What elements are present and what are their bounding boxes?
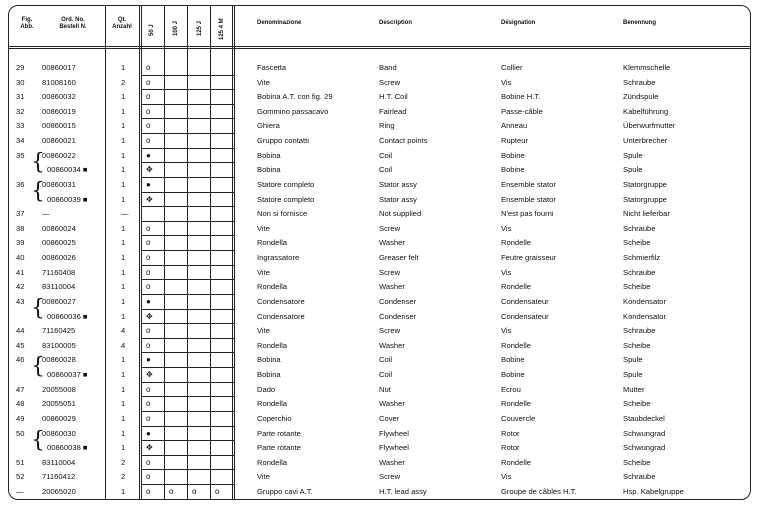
applicability-mark: ✥ [146,443,153,453]
quantity: 1 [121,428,126,438]
designation: Vis [501,267,512,277]
applicability-mark: o [146,413,151,423]
order-number: 00860022 [42,150,76,160]
description: Washer [379,340,405,350]
fig-number: 34 [16,136,25,146]
description: Screw [379,472,401,482]
denominazione: Gommino passacavo [257,106,329,116]
table-row [0,295,760,310]
order-number: 83110004 [42,457,76,467]
description: Screw [379,326,401,336]
denominazione: Dado [257,384,276,394]
quantity: — [121,209,129,219]
table-row [0,427,760,442]
applicability-mark: o [146,77,151,87]
denominazione: Gruppo contatti [257,136,309,146]
designation: Rotor [501,443,520,453]
designation: Collier [501,63,523,72]
order-number: 00860017 [42,63,76,72]
benennung: Klemmschelle [623,63,671,72]
applicability-mark: o [146,472,151,482]
applicability-mark: o [146,106,151,116]
designation: Feutre graisseur [501,253,557,263]
denominazione: Vite [257,326,270,336]
applicability-mark: o [146,63,151,72]
applicability-mark: o [146,253,151,263]
benennung: Spule [623,370,643,380]
benennung: Kabelführung [623,106,669,116]
quantity: 1 [121,486,126,496]
header-col-125-4m: 125 4 M [219,18,225,40]
denominazione: Bobina A.T. con fig. 29 [257,92,333,102]
description: H.T. Coil [379,92,408,102]
fig-number: 36 [16,179,25,189]
quantity: 4 [121,340,126,350]
header-denominazione: Denominazione [257,20,302,26]
order-number: 71160412 [42,472,76,482]
order-number: 83100005 [42,340,76,350]
fig-number: 30 [16,77,25,87]
applicability-mark: ● [146,179,151,189]
table-row [0,163,760,178]
designation: Ensemble stator [501,194,556,204]
order-number: 81008160 [42,77,76,87]
quantity: 2 [121,457,126,467]
denominazione: Condensatore [257,296,305,306]
quantity: 1 [121,150,126,160]
applicability-mark: ✥ [146,311,153,321]
fig-number: 49 [16,413,25,423]
designation: Anneau [501,121,528,131]
header-benennung: Benennung [623,20,656,26]
description: Coil [379,355,393,365]
denominazione: Vite [257,472,270,482]
description: Screw [379,223,401,233]
fig-number: 37 [16,209,25,219]
benennung: Scheibe [623,238,651,248]
applicability-mark: o [146,399,151,409]
header-col-125j: 125 J [197,20,203,36]
table-row [0,236,760,251]
designation: Passe-câble [501,106,543,116]
fig-number: 41 [16,267,25,277]
table-row [0,470,760,485]
group-brace-icon: { [31,354,45,380]
denominazione: Parte rotante [257,443,301,453]
benennung: Schwungrad [623,428,666,438]
table-row [0,485,760,500]
fig-number: 47 [16,384,25,394]
designation: Bobine [501,150,525,160]
fig-number: — [16,486,24,496]
description: Coil [379,370,393,380]
table-row [0,339,760,354]
denominazione: Vite [257,77,270,87]
order-number: 00860029 [42,413,76,423]
table-row [0,76,760,91]
order-number: 71160425 [42,326,76,336]
benennung: Schraube [623,223,656,233]
designation: Couvercle [501,413,536,423]
benennung: Scheibe [623,282,651,292]
fig-number: 31 [16,92,25,102]
description: Greaser felt [379,253,419,263]
benennung: Nicht lieferbar [623,209,670,219]
description: Washer [379,282,405,292]
quantity: 1 [121,194,126,204]
fig-number: 33 [16,121,25,131]
benennung: Unterbrecher [623,136,668,146]
benennung: Schraube [623,326,656,336]
denominazione: Coperchio [257,413,292,423]
designation: Bobine H.T. [501,92,541,102]
benennung: Scheibe [623,457,651,467]
quantity: 1 [121,399,126,409]
benennung: Scheibe [623,340,651,350]
applicability-mark: o [192,486,197,496]
fig-number: 35 [16,150,25,160]
designation: Ecrou [501,384,521,394]
description: Not supplied [379,209,422,219]
benennung: Statorgruppe [623,179,667,189]
denominazione: Bobina [257,165,281,175]
applicability-mark: o [146,121,151,131]
applicability-mark: o [146,282,151,292]
designation: Vis [501,326,512,336]
quantity: 1 [121,253,126,263]
applicability-mark: ✥ [146,370,153,380]
description: Washer [379,399,405,409]
fig-number: 40 [16,253,25,263]
fig-number: 44 [16,326,25,336]
denominazione: Parte rotante [257,428,301,438]
quantity: 1 [121,296,126,306]
table-row [0,105,760,120]
table-row [0,280,760,295]
table-row [0,134,760,149]
designation: Rondelle [501,399,531,409]
fig-number: 38 [16,223,25,233]
benennung: Überwurfmutter [623,121,676,131]
applicability-mark: ✥ [146,165,153,175]
quantity: 1 [121,223,126,233]
designation: Bobine [501,165,525,175]
designation: N'est pas fourni [501,209,554,219]
applicability-mark: o [146,384,151,394]
designation: Bobine [501,355,525,365]
table-row [0,441,760,456]
order-number: 00860019 [42,106,76,116]
table-row [0,397,760,412]
designation: Condensateur [501,311,549,321]
description: Flywheel [379,443,409,453]
description: Screw [379,267,401,277]
order-number: 00860032 [42,92,76,102]
applicability-mark: o [146,457,151,467]
table-row [0,61,760,76]
description: Flywheel [379,428,409,438]
quantity: 1 [121,384,126,394]
denominazione: Bobina [257,370,281,380]
header-description: Description [379,20,413,26]
applicability-mark: o [146,238,151,248]
applicability-mark: o [146,223,151,233]
order-number: 00860021 [42,136,76,146]
quantity: 1 [121,443,126,453]
order-number: 00860025 [42,238,76,248]
applicability-mark: o [146,486,151,496]
denominazione: Non si fornisce [257,209,308,219]
denominazione: Statore completo [257,179,315,189]
header-fig: Fig. Abb. [20,17,34,30]
benennung: Statorgruppe [623,194,667,204]
benennung: Kondensator [623,296,667,306]
header-quantity: Qt. Anzahl [112,17,132,30]
denominazione: Rondella [257,282,287,292]
table-row [0,310,760,325]
fig-number: 39 [16,238,25,248]
designation: Rondelle [501,238,531,248]
designation: Rondelle [501,282,531,292]
description: Ring [379,121,395,131]
description: Washer [379,238,405,248]
order-number: 00860015 [42,121,76,131]
applicability-mark: ● [146,355,151,365]
applicability-mark: ● [146,296,151,306]
designation: Vis [501,223,512,233]
table-row [0,456,760,471]
designation: Vis [501,77,512,87]
designation: Condensateur [501,296,549,306]
fig-number: 43 [16,296,25,306]
header-rule [8,46,751,47]
table-row [0,193,760,208]
description: Coil [379,150,393,160]
applicability-mark: o [146,92,151,102]
description: Band [379,63,397,72]
designation: Rondelle [501,457,531,467]
quantity: 1 [121,238,126,248]
quantity: 1 [121,179,126,189]
table-row [0,368,760,383]
benennung: Zündspule [623,92,659,102]
quantity: 4 [121,326,126,336]
quantity: 1 [121,311,126,321]
order-number: 00860037 ■ [47,370,88,380]
description: Nut [379,384,391,394]
quantity: 1 [121,121,126,131]
benennung: Kondensator [623,311,667,321]
quantity: 1 [121,370,126,380]
order-number: 00860024 [42,223,76,233]
fig-number: 42 [16,282,25,292]
order-number: 83110004 [42,282,76,292]
description: Washer [379,457,405,467]
benennung: Hsp. Kabelgruppe [623,486,684,496]
order-number: 00860034 ■ [47,165,88,175]
denominazione: Vite [257,267,270,277]
description: Contact points [379,136,428,146]
table-row [0,90,760,105]
quantity: 2 [121,472,126,482]
table-row [0,149,760,164]
description: Coil [379,165,393,175]
order-number: 20055008 [42,384,76,394]
benennung: Schwungrad [623,443,666,453]
row-rule [141,499,234,500]
table-row [0,324,760,339]
quantity: 2 [121,77,126,87]
description: Screw [379,77,401,87]
benennung: Mutter [623,384,645,394]
group-brace-icon: { [31,295,45,321]
applicability-mark: ● [146,428,151,438]
benennung: Staubdeckel [623,413,665,423]
benennung: Scheibe [623,399,651,409]
denominazione: Rondella [257,457,287,467]
benennung: Schmierfilz [623,253,661,263]
denominazione: Rondella [257,238,287,248]
denominazione: Condensatore [257,311,305,321]
description: H.T. lead assy [379,486,427,496]
applicability-mark: o [215,486,220,496]
denominazione: Fascetta [257,63,287,72]
order-number: 20055051 [42,399,76,409]
order-number: 20065020 [42,486,76,496]
description: Condenser [379,311,417,321]
fig-number: 29 [16,63,25,72]
table-row [0,266,760,281]
table-row [0,353,760,368]
designation: Bobine [501,370,525,380]
order-number: 00860030 [42,428,76,438]
order-number: 00860038 ■ [47,443,88,453]
header-order-number: Ord. No. Bestell N. [59,17,87,30]
fig-number: 50 [16,428,25,438]
benennung: Schraube [623,472,656,482]
order-number: 00860026 [42,253,76,263]
header-col-50j: 50 J [149,24,155,36]
description: Condenser [379,296,417,306]
benennung: Spule [623,150,643,160]
description: Fairlead [379,106,407,116]
table-row [0,207,760,222]
denominazione: Rondella [257,399,287,409]
header-designation: Désignation [501,20,536,26]
group-brace-icon: { [31,178,45,204]
quantity: 1 [121,136,126,146]
fig-number: 46 [16,355,25,365]
designation: Rondelle [501,340,531,350]
applicability-mark: o [146,326,151,336]
denominazione: Gruppo cavi A.T. [257,486,313,496]
table-row [0,178,760,193]
header-col-100j: 100 J [173,20,179,36]
quantity: 1 [121,106,126,116]
order-number: 00860036 ■ [47,311,88,321]
group-brace-icon: { [31,427,45,453]
fig-number: 45 [16,340,25,350]
quantity: 1 [121,413,126,423]
designation: Rotor [501,428,520,438]
quantity: 1 [121,165,126,175]
quantity: 1 [121,92,126,102]
order-number: 00860039 ■ [47,194,88,204]
fig-number: 48 [16,399,25,409]
table-row [0,412,760,427]
description: Cover [379,413,400,423]
table-row [0,119,760,134]
applicability-mark: o [146,136,151,146]
denominazione: Bobina [257,150,281,160]
designation: Groupe de câbles H.T. [501,486,577,496]
order-number: — [42,209,50,219]
designation: Rupteur [501,136,529,146]
table-row [0,222,760,237]
applicability-mark: o [169,486,174,496]
table-row [0,383,760,398]
benennung: Spule [623,355,643,365]
designation: Vis [501,472,512,482]
fig-number: 51 [16,457,25,467]
denominazione: Statore completo [257,194,315,204]
quantity: 1 [121,63,126,72]
denominazione: Rondella [257,340,287,350]
applicability-mark: ✥ [146,194,153,204]
description: Stator assy [379,179,417,189]
benennung: Schraube [623,267,656,277]
applicability-mark: o [146,340,151,350]
order-number: 71160408 [42,267,76,277]
applicability-mark: o [146,267,151,277]
designation: Ensemble stator [501,179,556,189]
table-row [0,251,760,266]
quantity: 1 [121,282,126,292]
benennung: Spule [623,165,643,175]
description: Stator assy [379,194,417,204]
quantity: 1 [121,355,126,365]
quantity: 1 [121,267,126,277]
applicability-mark: ● [146,150,151,160]
order-number: 00860027 [42,296,76,306]
denominazione: Bobina [257,355,281,365]
fig-number: 32 [16,106,25,116]
header-rule-2 [8,48,751,49]
fig-number: 52 [16,472,25,482]
denominazione: Ghiera [257,121,280,131]
denominazione: Vite [257,223,270,233]
order-number: 00860028 [42,355,76,365]
denominazione: Ingrassatore [257,253,300,263]
group-brace-icon: { [31,149,45,175]
benennung: Schraube [623,77,656,87]
order-number: 00860031 [42,179,76,189]
